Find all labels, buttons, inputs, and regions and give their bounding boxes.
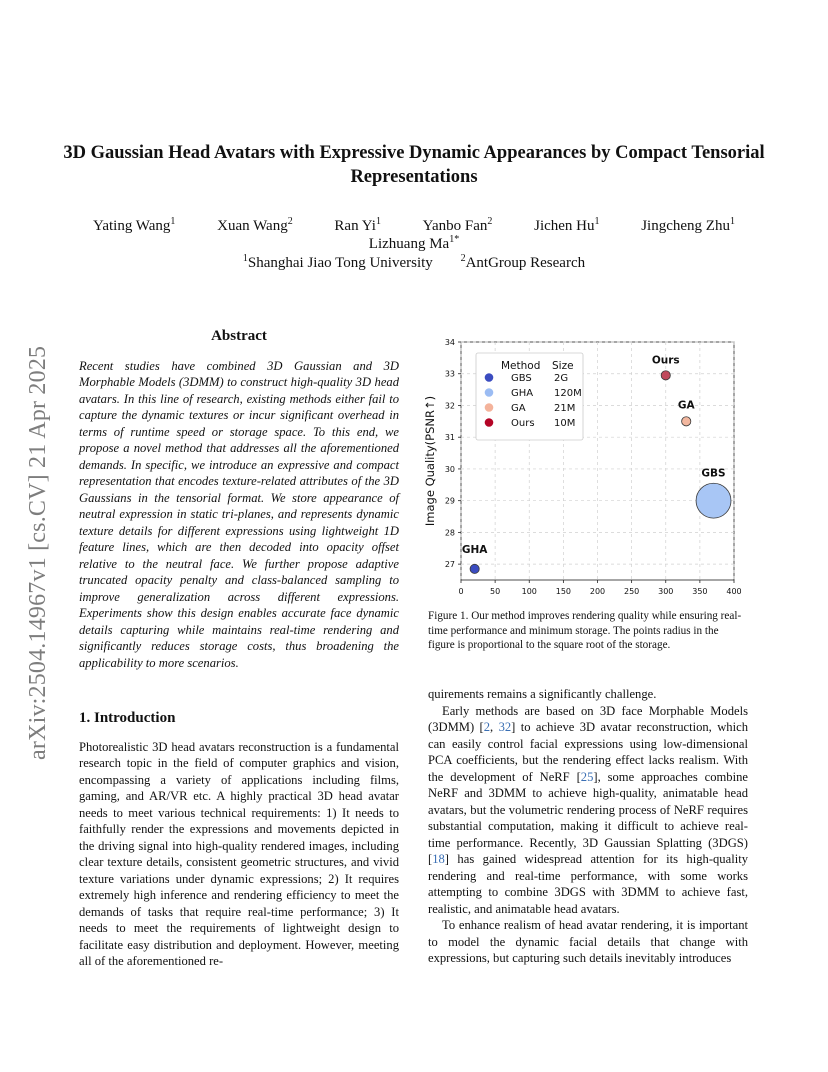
author-name: Jingcheng Zhu$^1$ [641,216,735,234]
author-name: Lizhuang $Ma^{1*}$ [368,234,460,252]
legend-method: GHA [511,388,534,399]
legend-size: 120M [554,388,582,399]
author-name: Jichen Hu$^1$ [534,216,600,234]
author-block [60,218,768,272]
y-tick-label: 34 [444,338,455,347]
data-point-label: GA [677,399,695,412]
legend-marker [485,373,494,382]
abstract-heading: Abstract [211,328,267,344]
introduction-heading: 1. Introduction [79,710,176,726]
left-column [79,328,399,970]
y-tick-label: 29 [444,496,455,506]
arxiv-identifier: arXiv:2504.14967v1 [cs.CV] 21 Apr 2025 [25,345,51,760]
right-column [428,686,748,967]
x-tick-label: 150 [555,587,572,596]
x-tick-label: 50 [490,587,501,596]
data-point-label: GHA [461,543,488,556]
legend-method: GA [511,403,526,414]
x-tick-label: 350 [692,587,708,596]
citation-link[interactable]: 18 [432,852,445,866]
x-tick-label: 0 [458,587,464,596]
x-tick-label: 300 [658,587,674,596]
introduction-text: Photorealistic 3D head avatars reconstruction is a fundamental research topic in the field of computer graphics and vision, encompassing a variety of applications including films, gaming, and AR/VR etc. A highly practical 3D head avatar needs to meet various technical requirements: 1) It needs to faithfully render the expressions and movements depicted in the driving signal into high-quality rendered images, including clear texture details, consistent geometric structures, and vivid texture variations under dynamic expressions; 2) It requires extremely high inference and rendering efficiency to meet the demands of tasks that require real-time performance; 3) It needs to meet the requirements of lightweight design to facilitate easy distribution and deployment. However, meeting all of the aforementioned re- [79,739,399,968]
affiliations [60,255,768,272]
legend-method: Ours [511,418,535,429]
legend-marker [485,403,494,412]
author-name: Ran Yi$^1$ [334,216,381,234]
data-point [661,371,670,380]
y-tick-label: 32 [444,401,455,411]
intro-paragraph: To enhance realism of head avatar rendering, it is important to model the dynamic facial details that change with expressions, but capturing such details inevitably introduces [428,918,748,965]
abstract-text: Recent studies have combined 3D Gaussian and 3D Morphable Models (3DMM) to construct high-quality 3D head avatars. In this line of research, existing methods either fail to capture the dynamic textures or incur significant overhead in terms of runtime speed or storage space. To this end, we propose a novel method that addresses all the aforementioned demands. In specific, we introduce an expressive and compact representation that encodes texture-related attributes of the 3D Gaussians in the tensorial format. We store appearance of neutral expression in static tri-planes, and represents dynamic texture details for different expressions using lightweight 1D feature lines, which are then decoded into opacity offset relative to the neutral face. We further propose adaptive truncated opacity penalty and class-balanced sampling to improve generalization across different expressions. Experiments show this design enables accurate face dynamic details capturing while maintains real-time rendering and significantly reduces storage costs, thus broadening the applicability to more scenarios. [79,358,399,670]
data-point [470,564,479,573]
y-tick-label: 31 [444,433,455,443]
intro-paragraph: Early methods are based on 3D face Morphable Models (3DMM) [2, 32] to achieve 3D avatar reconstruction, which can easily control facial expressions using low-dimensional PCA coefficients, but the rendering effect lacks realism. With the development of NeRF [25], some approaches combine NeRF and 3DMM to achieve high-quality, animatable head avatars, but the volumetric rendering process of NeRF requires substantial computation, making it difficult to achieve real-time performance. Recently, 3D Gaussian Splatting (3DGS) [18] has gained widespread attention for its high-quality rendering and real-time performance, with some works attempting to combine 3DGS with 3DMM to achieve fast, realistic, and animatable head avatars. [428,703,748,916]
y-tick-label: 30 [444,464,455,474]
citation-link[interactable]: 32 [498,720,512,734]
intro-paragraph-continuation: quirements remains a significantly challenge. [428,687,657,701]
citation-link[interactable]: 25 [580,769,594,784]
y-tick-label: 33 [444,369,455,379]
author-name: Yating Wang$^1$ [93,216,176,234]
affiliation: $^2$AntGroup Research [460,253,586,271]
figure-caption: Figure 1. Our method improves rendering quality while ensuring real-time performance and minimum storage. The points radius in the figure is proportional to the square root of the storage. [428,610,742,652]
data-point [682,417,691,426]
y-tick-label: 27 [444,560,455,570]
affiliation: $^1$Shanghai Jiao Tong University [242,253,433,271]
y-axis-label: Image Quality(PSNR↑) [423,395,437,527]
x-tick-label: 250 [623,587,640,596]
data-point-label: GBS [701,467,726,480]
author-name: Yanbo Fan$^2$ [422,216,493,234]
legend-header-method: Method [501,360,541,372]
author-name: Xuan Wang$^2$ [217,216,293,234]
legend-header-size: Size [552,360,574,372]
citation-link[interactable]: 2 [483,720,491,734]
legend-size: 10M [554,418,576,429]
paper-title: 3D Gaussian Head Avatars with Expressive Dynamic Appearances by Compact Tensorial Representations [63,143,765,187]
x-tick-label: 100 [521,587,537,596]
data-point-label: Ours [651,354,680,367]
legend-method: GBS [511,373,532,384]
data-point [696,483,731,518]
legend-size: 21M [554,403,576,414]
chart-legend [476,353,583,440]
x-tick-label: 400 [726,587,742,596]
x-tick-label: 200 [589,587,606,596]
y-tick-label: 28 [444,528,455,538]
legend-marker [485,418,494,427]
figure-1-chart [418,333,748,603]
legend-marker [485,388,494,397]
legend-size: 2G [554,373,569,384]
